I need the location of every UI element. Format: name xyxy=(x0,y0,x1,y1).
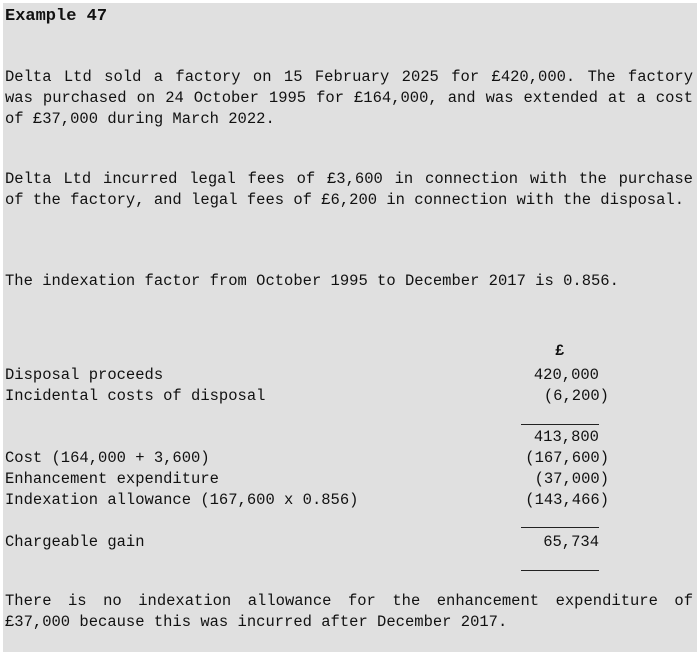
computation-row-indexation xyxy=(5,490,693,511)
computation-row-chargeable-gain xyxy=(5,532,693,553)
example-title: Example 47 xyxy=(5,7,108,26)
row-label: Incidental costs of disposal xyxy=(5,387,266,405)
row-amount: (167,600) xyxy=(525,449,609,467)
row-label: Indexation allowance (167,600 x 0.856) xyxy=(5,491,359,509)
row-label: Cost (164,000 + 3,600) xyxy=(5,449,210,467)
computation-row-incidental-costs xyxy=(5,386,693,407)
computation-row-cost xyxy=(5,448,693,469)
conclusion-paragraph: There is no indexation allowance for the enhancement expenditure of £37,000 because this was incurred after December 2017. xyxy=(5,592,693,631)
row-amount: (143,466) xyxy=(525,491,609,509)
subtotal-rule xyxy=(521,424,599,425)
row-amount: 65,734 xyxy=(543,533,599,551)
row-amount: 420,000 xyxy=(533,366,599,384)
intro-paragraph: Delta Ltd sold a factory on 15 February 2025 for £420,000. The factory was purchased on 24 October 1995 for £164,000, and was extended at a cost of £37,000 during March 2022. xyxy=(5,68,693,128)
gain-rule-top xyxy=(521,527,599,528)
currency-header: £ xyxy=(555,342,565,360)
row-label: Chargeable gain xyxy=(5,533,145,551)
row-amount: (6,200) xyxy=(543,387,609,405)
row-amount: (37,000) xyxy=(534,470,609,488)
row-label: Disposal proceeds xyxy=(5,366,164,384)
computation-row-subtotal xyxy=(5,427,693,448)
computation-row-enhancement xyxy=(5,469,693,490)
legal-fees-paragraph: Delta Ltd incurred legal fees of £3,600 in connection with the purchase of the factory, and legal fees of £6,200 in connection with the disposal. xyxy=(5,170,693,209)
row-label: Enhancement expenditure xyxy=(5,470,219,488)
indexation-paragraph: The indexation factor from October 1995 to December 2017 is 0.856. xyxy=(5,272,619,290)
document-page xyxy=(3,3,697,652)
gain-rule-bottom xyxy=(521,570,599,571)
computation-row-disposal-proceeds xyxy=(5,365,693,386)
row-amount: 413,800 xyxy=(533,428,599,446)
